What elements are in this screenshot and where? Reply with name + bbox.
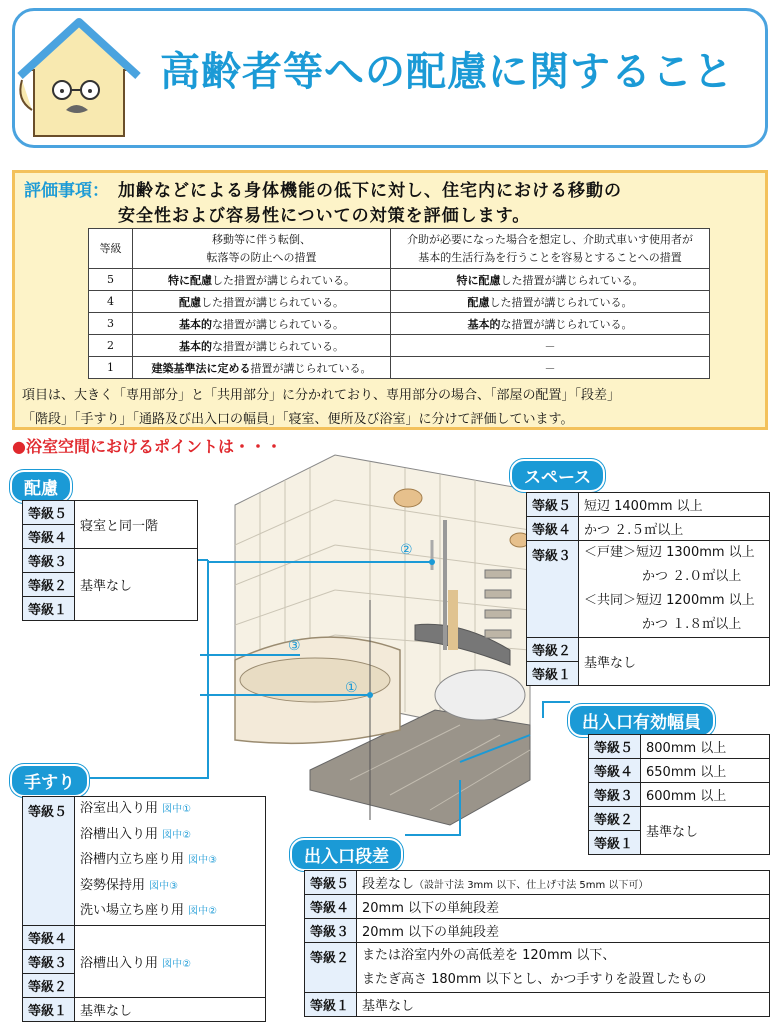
handrail-g5-list	[75, 797, 266, 926]
step-table	[304, 870, 770, 1017]
table-row	[589, 735, 770, 759]
note-line2: 「階段」「手すり」「通路及び出入口の幅員」「寝室、便所及び浴室」に分けて評価しています。	[22, 412, 574, 427]
space-g5-text: 短辺 1400mm 以上	[579, 493, 770, 517]
figure-ref: 図中①	[162, 804, 192, 815]
grade-cell: 等級２	[305, 943, 357, 993]
space-g3-line3: ＜共同＞短辺 1200mm 以上	[584, 593, 755, 608]
grade-cell: 等級１	[305, 993, 357, 1017]
grade-cell: 等級４	[305, 895, 357, 919]
figure-ref: 図中②	[162, 829, 192, 841]
row-cell	[133, 291, 391, 313]
cell-text: した措置が講じられている。	[500, 273, 644, 287]
table-row	[305, 943, 770, 993]
space-g3-line1: ＜戸建＞短辺 1300mm 以上	[584, 545, 755, 560]
cell-text: －	[544, 361, 556, 375]
grade-cell: 等級４	[23, 525, 75, 549]
grade-cell: 等級４	[527, 517, 579, 541]
grade-table-header	[89, 229, 710, 269]
list-item	[80, 797, 260, 823]
space-g3-line2: かつ ２.０㎡以上	[642, 569, 742, 584]
table-row	[527, 541, 770, 638]
space-pill: スペース	[510, 459, 605, 492]
table-row	[89, 291, 710, 313]
step-g3-text: 20mm 以下の単純段差	[357, 919, 770, 943]
table-row	[89, 357, 710, 379]
cell-text: した措置が講じられている。	[201, 295, 344, 309]
step-g5-note: （設計寸法 3mm 以下、仕上げ寸法 5mm 以下可）	[414, 880, 649, 891]
grade-cell: 等級４	[23, 925, 75, 949]
table-row	[305, 919, 770, 943]
header-fall-prevention	[133, 229, 391, 269]
grade-cell: 等級１	[23, 997, 75, 1021]
cell-bold: 建築基準法に定める	[151, 361, 251, 375]
row-cell	[133, 313, 391, 335]
grade-table	[88, 228, 710, 379]
handrail-item-text: 洗い場立ち座り用	[80, 903, 185, 918]
grade-cell: 等級５	[305, 871, 357, 895]
page-title: 高齢者等への配慮に関すること	[160, 49, 734, 95]
row-level: 3	[89, 313, 133, 335]
table-row	[23, 997, 266, 1021]
step-g2-line1: または浴室内外の高低差を 120mm 以下、	[362, 947, 616, 963]
grade-cell: 等級５	[589, 735, 641, 759]
header-assist-line1: 介助が必要になった場合を想定し、介助式車いす使用者が	[407, 232, 693, 246]
marker-1: ①	[345, 680, 358, 696]
header-level: 等級	[89, 229, 133, 269]
row-cell	[133, 335, 391, 357]
table-row	[527, 638, 770, 662]
grade-cell: 等級３	[589, 783, 641, 807]
cell-text: した措置が講じられている。	[489, 295, 633, 309]
layout-54-text: 寝室と同一階	[75, 501, 198, 549]
cell-text: な措置が講じられている。	[212, 317, 344, 331]
row-cell	[391, 357, 710, 379]
list-item	[80, 874, 260, 900]
table-row	[589, 807, 770, 831]
handrail-item-text: 浴槽内立ち座り用	[80, 852, 185, 867]
grade-cell: 等級５	[23, 501, 75, 525]
grade-cell: 等級４	[589, 759, 641, 783]
cell-text: な措置が講じられている。	[212, 339, 344, 353]
cell-text: した措置が講じられている。	[212, 273, 355, 287]
table-row	[23, 925, 266, 949]
header-assistance	[391, 229, 710, 269]
layout-table	[22, 500, 198, 621]
width-g5-text: 800mm 以上	[641, 735, 770, 759]
table-row	[89, 335, 710, 357]
handrail-item-text: 姿勢保持用	[80, 877, 146, 893]
house-mascot-icon	[14, 18, 144, 138]
marker-3: ③	[288, 638, 301, 654]
points-heading: ●浴室空間におけるポイントは・・・	[12, 437, 282, 456]
handrail-pill: 手すり	[10, 764, 89, 797]
grade-cell: 等級５	[527, 493, 579, 517]
grade-cell: 等級３	[23, 949, 75, 973]
cell-bold: 基本的	[179, 339, 212, 353]
row-cell	[391, 313, 710, 335]
grade-cell: 等級２	[23, 573, 75, 597]
cell-bold: 基本的	[179, 317, 212, 331]
handrail-g1-text: 基準なし	[75, 997, 266, 1021]
figure-ref: 図中③	[188, 855, 218, 866]
width-g3-text: 600mm 以上	[641, 783, 770, 807]
figure-ref: 図中③	[149, 880, 179, 892]
space-g4-text: かつ ２.５㎡以上	[579, 517, 770, 541]
table-row	[589, 783, 770, 807]
note-line1: 項目は、大きく「専用部分」と「共用部分」に分かれており、専用部分の場合、「部屋の配置」「段差」	[22, 388, 621, 403]
grade-cell: 等級３	[305, 919, 357, 943]
table-row	[305, 993, 770, 1017]
grade-cell: 等級２	[589, 807, 641, 831]
entrance-width-pill: 出入口有効幅員	[568, 704, 715, 737]
handrail-g432-label: 浴槽出入り用	[80, 955, 159, 971]
grade-cell: 等級３	[527, 541, 579, 638]
list-item	[80, 823, 260, 849]
table-row	[589, 759, 770, 783]
table-row	[23, 549, 198, 573]
grade-cell: 等級３	[23, 549, 75, 573]
step-g5-text: 段差なし	[362, 877, 415, 892]
handrail-table	[22, 796, 266, 1022]
row-level: 4	[89, 291, 133, 313]
figure-ref: 図中②	[162, 958, 192, 970]
table-row	[23, 501, 198, 525]
evaluation-text-line1: 加齢などによる身体機能の低下に対し、住宅内における移動の	[118, 181, 622, 201]
cell-bold: 配慮	[467, 295, 490, 309]
row-cell	[133, 269, 391, 291]
table-row	[305, 895, 770, 919]
grade-cell: 等級１	[589, 831, 641, 855]
layout-pill: 配慮	[10, 470, 72, 503]
marker-2: ②	[400, 542, 413, 558]
handrail-g432-text	[75, 925, 266, 997]
space-table	[526, 492, 770, 686]
header-fall-line1: 移動等に伴う転倒、	[212, 232, 311, 246]
table-row	[305, 871, 770, 895]
list-item	[80, 848, 260, 874]
grade-cell: 等級２	[23, 973, 75, 997]
width-g4-text: 650mm 以上	[641, 759, 770, 783]
row-cell	[391, 269, 710, 291]
figure-ref: 図中②	[188, 906, 218, 917]
cell-text: 措置が講じられている。	[250, 361, 372, 375]
space-g21-text: 基準なし	[579, 638, 770, 686]
row-level: 2	[89, 335, 133, 357]
list-item	[80, 899, 260, 925]
cell-bold: 特に配慮	[168, 273, 212, 287]
width-g21-text: 基準なし	[641, 807, 770, 855]
header-fall-line2: 転落等の防止への措置	[206, 250, 317, 264]
cell-text: な措置が講じられている。	[500, 317, 633, 331]
handrail-item-text: 浴室出入り用	[80, 801, 159, 816]
header-assist-line2: 基本的生活行為を行うことを容易とすることへの措置	[418, 250, 682, 264]
step-g5-cell	[357, 871, 770, 895]
space-g3-text	[579, 541, 770, 638]
grade-cell: 等級１	[527, 662, 579, 686]
entrance-width-table	[588, 734, 770, 855]
cell-bold: 特に配慮	[456, 273, 501, 287]
table-row	[527, 493, 770, 517]
row-cell	[391, 335, 710, 357]
row-level: 1	[89, 357, 133, 379]
row-level: 5	[89, 269, 133, 291]
table-row	[89, 269, 710, 291]
evaluation-label: 評価事項：	[24, 181, 109, 201]
step-g2-line2: またぎ高さ 180mm 以下とし、かつ手すりを設置したもの	[362, 971, 707, 987]
row-cell	[391, 291, 710, 313]
step-g1-text: 基準なし	[357, 993, 770, 1017]
cell-bold: 配慮	[179, 295, 201, 309]
grade-cell: 等級１	[23, 597, 75, 621]
grade-cell: 等級５	[23, 797, 75, 926]
evaluation-text-line2: 安全性および容易性についての対策を評価します。	[118, 206, 531, 226]
layout-321-text: 基準なし	[75, 549, 198, 621]
space-g3-line4: かつ １.８㎡以上	[642, 617, 742, 632]
step-g4-text: 20mm 以下の単純段差	[357, 895, 770, 919]
table-row	[527, 517, 770, 541]
grade-cell: 等級２	[527, 638, 579, 662]
cell-bold: 基本的	[467, 317, 501, 331]
handrail-item-text: 浴槽出入り用	[80, 826, 159, 842]
cell-text: －	[544, 339, 556, 353]
table-row	[23, 797, 266, 926]
table-row	[89, 313, 710, 335]
step-g2-text	[357, 943, 770, 993]
row-cell	[133, 357, 391, 379]
step-pill: 出入口段差	[290, 838, 403, 871]
